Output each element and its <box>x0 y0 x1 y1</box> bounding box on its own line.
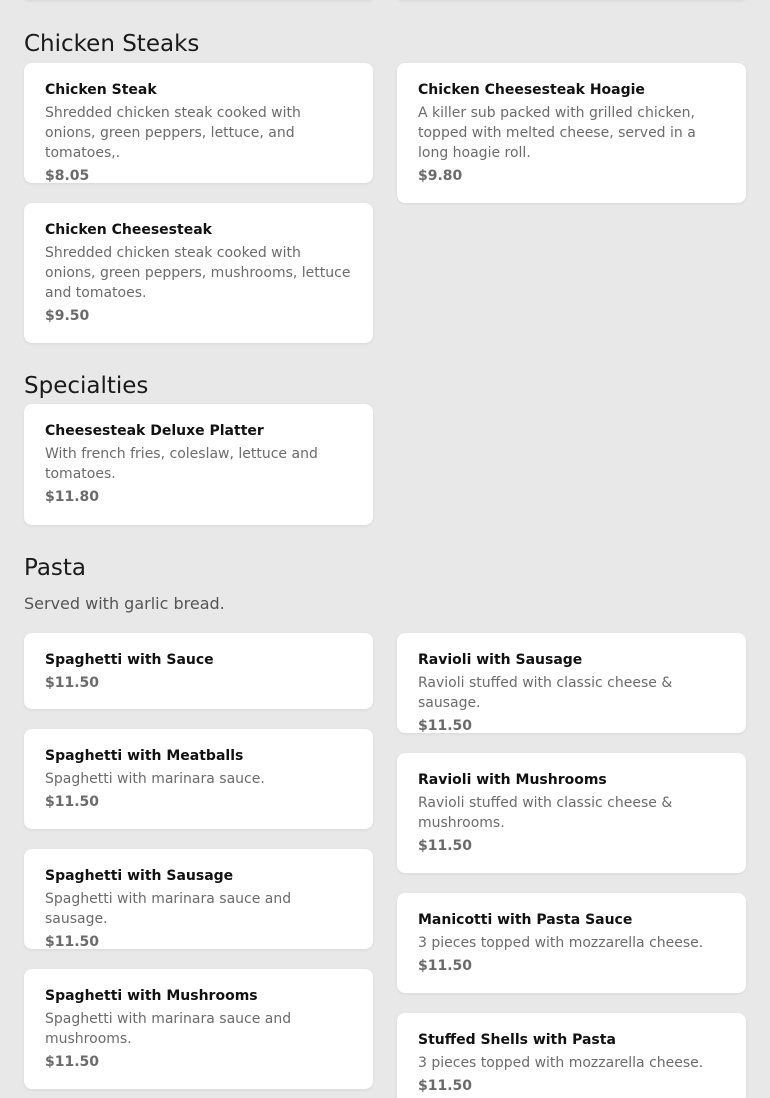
section-title-specialties: Specialties <box>24 373 149 399</box>
menu-item-price: $11.50 <box>418 1078 473 1094</box>
menu-item-name: Ravioli with Mushrooms <box>418 772 607 788</box>
menu-item-description: Ravioli stuffed with classic cheese & mushrooms. <box>418 795 673 831</box>
menu-item-name: Ravioli with Sausage <box>418 652 583 668</box>
menu-item-card[interactable] <box>397 753 746 873</box>
menu-item-card[interactable] <box>24 849 373 949</box>
menu-item-card[interactable] <box>397 1013 746 1098</box>
menu-item-price: $11.50 <box>418 718 473 734</box>
menu-item-card[interactable] <box>24 969 373 1089</box>
menu-item-name: Spaghetti with Sauce <box>45 652 214 668</box>
menu-item-card[interactable] <box>24 63 373 183</box>
menu-item-description: 3 pieces topped with mozzarella cheese. <box>418 1055 704 1071</box>
section-title-chicken-steaks: Chicken Steaks <box>24 31 200 57</box>
menu-item-name: Chicken Steak <box>45 82 157 98</box>
menu-item-name: Manicotti with Pasta Sauce <box>418 912 633 928</box>
menu-item-price: $11.50 <box>45 934 100 950</box>
menu-item-description: Shredded chicken steak cooked with onions, green peppers, lettuce, and tomatoes,. <box>45 105 301 161</box>
menu-item-description: A killer sub packed with grilled chicken, topped with melted cheese, served in a long hoagie roll. <box>418 105 696 161</box>
menu-item-price: $11.50 <box>418 838 473 854</box>
menu-item-card[interactable] <box>24 404 373 525</box>
menu-item-price: $11.50 <box>418 958 473 974</box>
menu-item-card[interactable] <box>397 63 746 203</box>
menu-item-description: With french fries, coleslaw, lettuce and tomatoes. <box>45 446 318 482</box>
menu-item-price: $9.50 <box>45 308 90 324</box>
menu-item-name: Spaghetti with Sausage <box>45 868 234 884</box>
menu-item-description: Spaghetti with marinara sauce. <box>45 771 265 787</box>
menu-item-price: $11.50 <box>45 794 100 810</box>
menu-item-description: 3 pieces topped with mozzarella cheese. <box>418 935 704 951</box>
menu-item-name: Chicken Cheesesteak <box>45 222 212 238</box>
menu-item-name: Spaghetti with Meatballs <box>45 748 244 764</box>
menu-item-description: Shredded chicken steak cooked with onions, green peppers, mushrooms, lettuce and tomatoes. <box>45 245 351 301</box>
menu-item-name: Stuffed Shells with Pasta <box>418 1032 616 1048</box>
menu-item-price: $8.05 <box>45 168 90 184</box>
menu-item-name: Cheesesteak Deluxe Platter <box>45 423 264 439</box>
menu-item-price: $11.50 <box>45 1054 100 1070</box>
menu-item-card[interactable] <box>24 729 373 829</box>
menu-item-price: $11.50 <box>45 675 100 691</box>
menu-item-card[interactable] <box>24 633 373 709</box>
menu-item-price: $11.80 <box>45 489 100 505</box>
section-title-pasta: Pasta <box>24 555 87 581</box>
menu-item-card[interactable] <box>397 893 746 993</box>
menu-item-price: $9.80 <box>418 168 463 184</box>
menu-item-description: Spaghetti with marinara sauce and sausage. <box>45 891 292 927</box>
menu-item-description: Spaghetti with marinara sauce and mushrooms. <box>45 1011 292 1047</box>
menu-item-name: Spaghetti with Mushrooms <box>45 988 258 1004</box>
menu-item-name: Chicken Cheesesteak Hoagie <box>418 82 645 98</box>
menu-item-card[interactable] <box>24 203 373 343</box>
section-note-pasta: Served with garlic bread. <box>24 594 225 613</box>
menu-item-description: Ravioli stuffed with classic cheese & sausage. <box>418 675 673 711</box>
menu-item-card[interactable] <box>397 633 746 733</box>
